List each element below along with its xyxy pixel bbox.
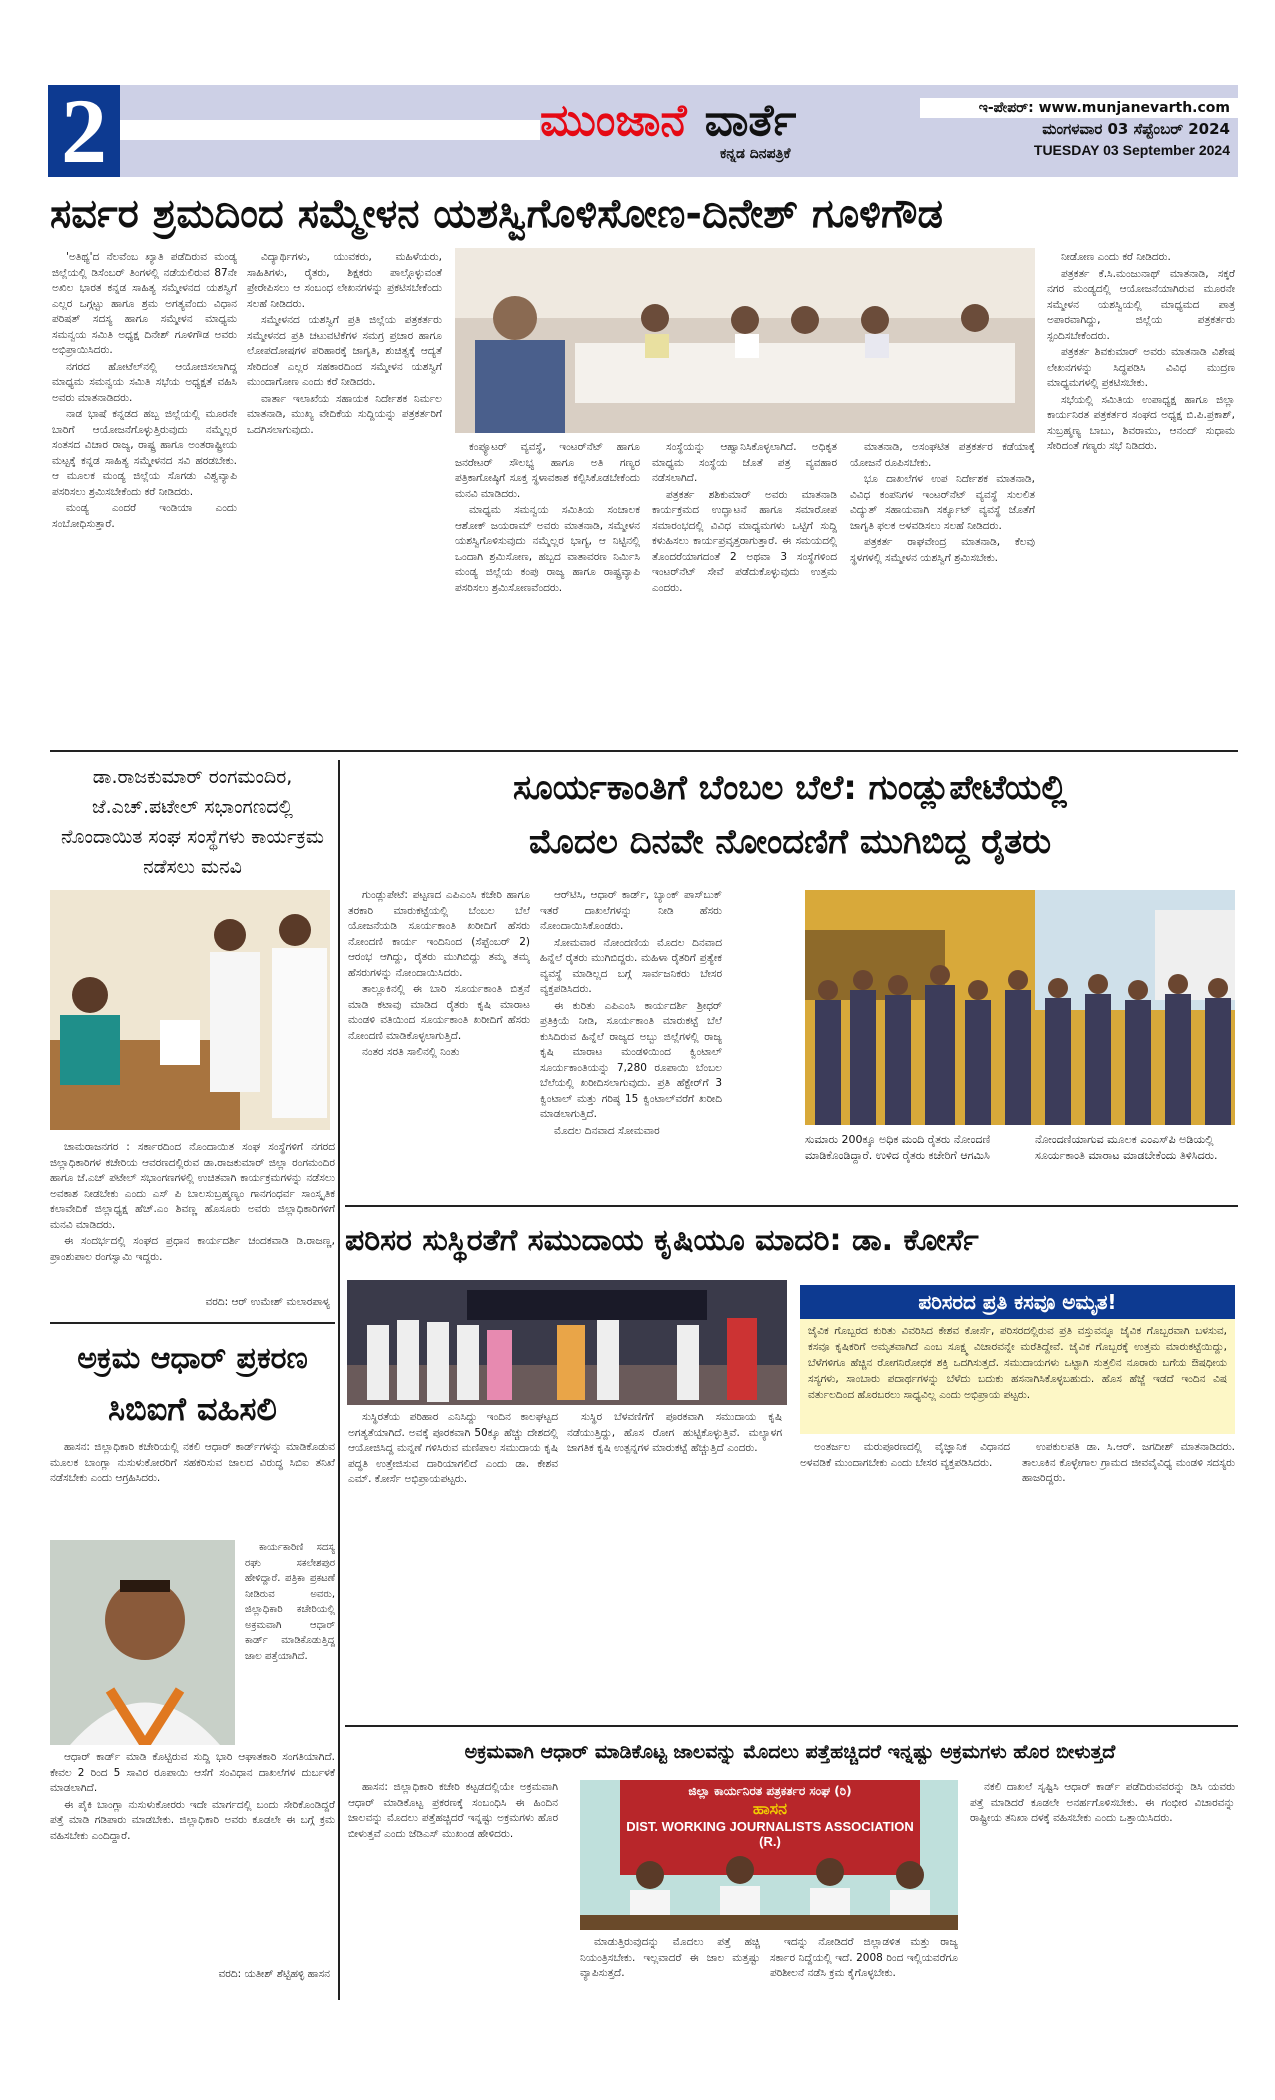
date-kannada: ಮಂಗಳವಾರ 03 ಸೆಪ್ಟೆಂಬರ್ 2024 bbox=[1042, 120, 1230, 138]
paragraph: ಗುಂಡ್ಲುಪೇಟೆ: ಪಟ್ಟಣದ ಎಪಿಎಂಸಿ ಕಚೇರಿ ಹಾಗೂ ತರಕಾರಿ ಮಾರುಕಟ್ಟೆಯಲ್ಲಿ ಬೆಂಬಲ ಬೆಲೆ ಯೋಜನೆಯಡಿ ಸೂರ್ಯಕಾಂತಿ ಖರೀದಿಗೆ ಹೆಸರು ನೋಂದಣಿ ಕಾರ್ಯ ಇಂದಿನಿಂದ (ಸೆಪ್ಟೆಂಬರ್ 2) ಆರಂಭ ಆಗಿದ್ದು, ರೈತರು ಮುಗಿಬಿದ್ದು ತಮ್ಮ ತಮ್ಮ ಹೆಸರುಗಳನ್ನು ನೋಂದಾಯಿಸಿದರು. bbox=[348, 889, 530, 979]
story4-col1 bbox=[348, 1410, 558, 1720]
paragraph: ನಂತರ ಸರತಿ ಸಾಲಿನಲ್ಲಿ ನಿಂತು bbox=[362, 1046, 460, 1058]
headline-story2: ಡಾ.ರಾಜಕುಮಾರ್ ರಂಗಮಂದಿರ, ಜೆ.ಎಚ್.ಪಟೇಲ್ ಸಭಾಂಗಣದಲ್ಲಿ ನೊಂದಾಯಿತ ಸಂಘ ಸಂಸ್ಥೆಗಳು ಕಾರ್ಯಕ್ರಮ ನಡೆಸಲು ಮನವಿ bbox=[61, 766, 324, 878]
story1-col1 bbox=[52, 250, 237, 745]
paragraph: ಪತ್ರಕರ್ತ ಶಿವಕುಮಾರ್ ಅವರು ಮಾತನಾಡಿ ವಿಶೇಷ ಲೇಖನಗಳನ್ನು ಸಿದ್ಧಪಡಿಸಿ ವಿವಿಧ ಮುದ್ರಣ ಮಾಧ್ಯಮಗಳಲ್ಲಿ ಪ್ರಕಟಿಸಬೇಕು. bbox=[1047, 346, 1235, 389]
story6-col3 bbox=[770, 1935, 958, 1995]
story3-caption1: ಸುಮಾರು 200ಕ್ಕೂ ಅಧಿಕ ಮಂದಿ ರೈತರು ನೋಂದಣಿ ಮಾಡಿಕೊಂಡಿದ್ದಾರೆ. ಉಳಿದ ರೈತರು ಕಚೇರಿಗೆ ಆಗಮಿಸಿ bbox=[805, 1133, 991, 1162]
felicitation-photo-image bbox=[347, 1280, 787, 1405]
paragraph: ಮಾಧ್ಯಮ ಸಮನ್ವಯ ಸಮಿತಿಯ ಸಂಚಾಲಕ ಆಶೋಕ್ ಜಯರಾಮ್ ಅವರು ಮಾತನಾಡಿ, ಸಮ್ಮೇಳನ ಯಶಸ್ವಿಗೊಳಿಸುವುದು ನಮ್ಮೆಲ್ಲರ ಭಾಗ್ಯ, ಆ ನಿಟ್ಟಿನಲ್ಲಿ ಒಂದಾಗಿ ಶ್ರಮಿಸೋಣ, ಹಬ್ಬದ ವಾತಾವರಣ ನಿರ್ಮಿಸಿ ಮಂಡ್ಯ ಜಿಲ್ಲೆಯ ಕಂಪು ರಾಜ್ಯ ಹಾಗೂ ರಾಷ್ಟ್ರವ್ಯಾಪಿ ಪಸರಿಸಲು ಶ್ರಮಿಸೋಣವೆಂದರು. bbox=[455, 504, 640, 594]
paragraph: ಚಾಮರಾಜನಗರ : ಸರ್ಕಾರದಿಂದ ನೊಂದಾಯಿತ ಸಂಘ ಸಂಸ್ಥೆಗಳಿಗೆ ನಗರದ ಜಿಲ್ಲಾಧಿಕಾರಿಗಳ ಕಚೇರಿಯ ಆವರಣದಲ್ಲಿರುವ ಡಾ.ರಾಜಕುಮಾರ್ ಜಿಲ್ಲಾ ರಂಗಮಂದಿರ ಹಾಗೂ ಜೆ.ಎಚ್ ಪಟೇಲ್ ಸಭಾಂಗಣಗಳಲ್ಲಿ ಉಚಿತವಾಗಿ ಕಾರ್ಯಕ್ರಮಗಳನ್ನು ನಡೆಸಲು ಅವಕಾಶ ನೀಡಬೇಕು ಎಂದು ಎಸ್ ಪಿ ಬಾಲಸುಬ್ರಹ್ಮಣ್ಯಂ ಗಾನಗಂಧರ್ವ ಸಾಂಸ್ಕೃತಿಕ ಕಲಾವೇದಿಕೆ ಜಿಲ್ಲಾಧ್ಯಕ್ಷ ಹೆಚ್.ಎಂ ಶಿವಣ್ಣ ಹೊಸೂರು ಅವರು ಜಿಲ್ಲಾಧಿಕಾರಿಗಳಿಗೆ ಮನವಿ ಮಾಡಿದರು. bbox=[50, 1141, 335, 1231]
story3-farmers-photo bbox=[805, 890, 1235, 1125]
story5-byline: ವರದಿ: ಯತೀಶ್ ಶೆಟ್ಟಿಹಳ್ಳಿ ಹಾಸನ bbox=[218, 1968, 330, 1980]
page-number: 2 bbox=[48, 85, 120, 177]
story4-felicitation-photo bbox=[347, 1280, 787, 1405]
paragraph: ಉಪಕುಲಪತಿ ಡಾ. ಸಿ.ಆರ್. ಜಗದೀಶ್ ಮಾತನಾಡಿದರು. ತಾಲೂಕಿನ ಕೊಳ್ಳೇಗಾಲ ಗ್ರಾಮದ ಜೀವವೈವಿಧ್ಯ ಮಂಡಳಿ ಸದಸ್ಯರು ಹಾಜರಿದ್ದರು. bbox=[1022, 1441, 1235, 1484]
story5-body-top bbox=[50, 1440, 335, 1535]
headline-story5-line2: ಸಿಬಿಐಗೆ ವಹಿಸಲಿ bbox=[108, 1390, 277, 1428]
paragraph: ಸಭೆಯಲ್ಲಿ ಸಮಿತಿಯ ಉಪಾಧ್ಯಕ್ಷ ಹಾಗೂ ಜಿಲ್ಲಾ ಕಾರ್ಯನಿರತ ಪತ್ರಕರ್ತರ ಸಂಘದ ಅಧ್ಯಕ್ಷ ಬಿ.ಪಿ.ಪ್ರಕಾಶ್, ಸುಬ್ರಹ್ಮಣ್ಯ ಬಾಬು, ಶಿವರಾಮು, ಆನಂದ್ ಸುಧಾಮ ಸೇರಿದಂತೆ ಗಣ್ಯರು ಸಭೆ ನಿಡಿದರು. bbox=[1047, 393, 1235, 452]
newspaper-logo bbox=[540, 95, 796, 146]
paragraph: ಕಂಪ್ಯೂಟರ್ ವ್ಯವಸ್ಥೆ, ಇಂಟರ್‌ನೆಟ್ ಹಾಗೂ ಜನರೇಟರ್ ಸೌಲಭ್ಯ ಹಾಗೂ ಅತಿ ಗಣ್ಯರ ಪತ್ರಿಕಾಗೋಷ್ಠಿಗೆ ಸೂಕ್ತ ಸ್ಥಳಾವಕಾಶ ಕಲ್ಪಿಸಿಕೊಡಬೇಕೆಂದು ಮನವಿ ಮಾಡಿದರು. bbox=[455, 441, 640, 500]
paragraph: ಸುಸ್ಥಿರ ಬೆಳವಣಿಗೆಗೆ ಪೂರಕವಾಗಿ ಸಮುದಾಯ ಕೃಷಿ ನಡೆಯುತ್ತಿದ್ದು, ಹೊಸ ರೋಗ ಹುಟ್ಟಿಕೊಳ್ಳುತ್ತಿವೆ. ಮಲ್ಯಾಳಗ ಜಾಗತಿಕ ಕೃಷಿ ಉತ್ಪನ್ನಗಳ ಮಾರುಕಟ್ಟೆ ಹೆಚ್ಚುತ್ತಿದೆ ಎಂದರು. bbox=[567, 1411, 782, 1454]
headline-story6: ಅಕ್ರಮವಾಗಿ ಆಧಾರ್ ಮಾಡಿಕೊಟ್ಟ ಜಾಲವನ್ನು ಮೊದಲು ಪತ್ತೆಹಚ್ಚಿದರೆ ಇನ್ನಷ್ಟು ಅಕ್ರಮಗಳು ಹೊರ ಬೀಳುತ್ತದೆ bbox=[464, 1741, 1116, 1763]
paragraph: ಮೊದಲ ದಿನವಾದ ಸೋಮವಾರ bbox=[554, 1124, 660, 1137]
paragraph: ವಾರ್ತಾ ಇಲಾಖೆಯ ಸಹಾಯಕ ನಿರ್ದೇಶಕ ನಿರ್ಮಲ ಮಾತನಾಡಿ, ಮುಖ್ಯ ವೇದಿಕೆಯ ಸುದ್ದಿಯನ್ನು ಪತ್ರಕರ್ತರಿಗೆ ಒದಗಿಸಲಾಗುವುದು. bbox=[247, 392, 442, 436]
paragraph: ಸಂಸ್ಥೆಯನ್ನು ಆಹ್ವಾನಿಸಿಕೊಳ್ಳಲಾಗಿದೆ. ಅಧಿಕೃತ ಮಾಧ್ಯಮ ಸಂಸ್ಥೆಯ ಜೊತೆ ಪತ್ರ ವ್ಯವಹಾರ ನಡೆಸಲಾಗಿದೆ. bbox=[652, 441, 837, 484]
story6-col4 bbox=[970, 1780, 1235, 1995]
banner-kannada: ಜಿಲ್ಲಾ ಕಾರ್ಯನಿರತ ಪತ್ರಕರ್ತರ ಸಂಘ (ರಿ) bbox=[688, 1784, 852, 1798]
tagline: ಕನ್ನಡ ದಿನಪತ್ರಿಕೆ bbox=[720, 146, 791, 162]
paragraph: ಪತ್ರಕರ್ತ ಶಶಿಕುಮಾರ್ ಅವರು ಮಾತನಾಡಿ ಕಾರ್ಯಕ್ರಮದ ಉದ್ಘಾಟನೆ ಹಾಗೂ ಸಮಾರೋಪ ಸಮಾರಂಭದಲ್ಲಿ ವಿವಿಧ ಮಾಧ್ಯಮಗಳು ಒಟ್ಟಿಗೆ ಸುದ್ದಿ ಕಳುಹಿಸಲು ಕಾರ್ಯಪ್ರವೃತ್ತರಾಗುತ್ತಾರೆ. ಈ ಸಮಯದಲ್ಲಿ ತೊಂದರೆಯಾಗದಂತೆ 2 ಅಥವಾ 3 ಸಂಸ್ಥೆಗಳಿಂದ ಇಂಟರ್‌ನೆಟ್ ಸೇವೆ ಪಡೆದುಕೊಳ್ಳುವುದು ಉತ್ತಮ ಎಂದರು. bbox=[652, 488, 837, 594]
divider bbox=[345, 1725, 1238, 1727]
press-meet-people bbox=[580, 1850, 958, 1930]
story1-col3 bbox=[455, 440, 640, 745]
story1-meeting-photo bbox=[455, 248, 1035, 433]
divider bbox=[50, 750, 1238, 752]
headline-story3-line1: ಸೂರ್ಯಕಾಂತಿಗೆ ಬೆಂಬಲ ಬೆಲೆ: ಗುಂಡ್ಲುಪೇಟೆಯಲ್ಲಿ bbox=[512, 768, 1068, 808]
headline-story5-line1: ಅಕ್ರಮ ಆಧಾರ್ ಪ್ರಕರಣ bbox=[77, 1341, 308, 1376]
headline-story1: ಸರ್ವರ ಶ್ರಮದಿಂದ ಸಮ್ಮೇಳನ ಯಶಸ್ವಿಗೊಳಿಸೋಣ-ದಿನೇಶ್ ಗೂಳಿಗೌಡ bbox=[50, 191, 943, 237]
banner-english: DIST. WORKING JOURNALISTS ASSOCIATION (R.) bbox=[626, 1819, 914, 1849]
paragraph: ನಗರದ ಹೋಟೆಲ್‌ನಲ್ಲಿ ಆಯೋಜಿಸಲಾಗಿದ್ದ ಮಾಧ್ಯಮ ಸಮನ್ವಯ ಸಮಿತಿ ಸಭೆಯ ಅಧ್ಯಕ್ಷತೆ ವಹಿಸಿ ಅವರು ಮಾತನಾಡಿದರು. bbox=[52, 360, 237, 404]
memorandum-photo-image bbox=[50, 890, 330, 1130]
story6-press-meet-photo bbox=[580, 1780, 958, 1930]
paragraph: ಈ ಸಂದರ್ಭದಲ್ಲಿ ಸಂಘದ ಪ್ರಧಾನ ಕಾರ್ಯದರ್ಶಿ ಚಂದಕವಾಡಿ ಡಿ.ರಾಜಣ್ಣ, ಪ್ರಾಂಶುಪಾಲ ರಂಗಸ್ವಾಮಿ ಇದ್ದರು. bbox=[50, 1235, 335, 1263]
paragraph: ಹಾಸನ: ಜಿಲ್ಲಾಧಿಕಾರಿ ಕಚೇರಿ ಕಟ್ಟಡದಲ್ಲಿಯೇ ಅಕ್ರಮವಾಗಿ ಆಧಾರ್ ಮಾಡಿಕೊಟ್ಟ ಪ್ರಕರಣಕ್ಕೆ ಸಂಬಂಧಿಸಿ ಈ ಹಿಂದಿನ ಜಾಲವನ್ನು ಮೊದಲು ಪತ್ತೆಹಚ್ಚಿದರೆ ಇನ್ನಷ್ಟು ಅಕ್ರಮಗಳು ಹೊರ ಬೀಳುತ್ತವೆ ಎಂದು ಜೆಡಿಎಸ್ ಮುಖಂಡ ಹೇಳಿದರು. bbox=[348, 1781, 558, 1840]
date-english: TUESDAY 03 September 2024 bbox=[1033, 142, 1230, 158]
story6-col2 bbox=[580, 1935, 760, 1995]
story4-col4 bbox=[1022, 1440, 1235, 1720]
banner-city: ಹಾಸನ bbox=[752, 1799, 788, 1818]
story6-col1 bbox=[348, 1780, 558, 1990]
story1-col2 bbox=[247, 250, 442, 745]
paragraph: ನಕಲಿ ದಾಖಲೆ ಸೃಷ್ಟಿಸಿ ಆಧಾರ್ ಕಾರ್ಡ್ ಪಡೆದಿರುವವರನ್ನು ಡಿಸಿ ಯವರು ಪತ್ತೆ ಮಾಡಿದರೆ ಕೂಡಲೇ ಅನರ್ಹಗೊಳಿಸಬೇಕು. ಈ ಗಂಭೀರ ವಿಚಾರವನ್ನು ರಾಷ್ಟ್ರೀಯ ತನಿಖಾ ದಳಕ್ಕೆ ವಹಿಸಬೇಕು ಎಂದು ಒತ್ತಾಯಿಸಿದರು. bbox=[970, 1781, 1235, 1824]
story3-col1 bbox=[348, 888, 530, 1193]
meeting-photo-image bbox=[455, 248, 1035, 433]
epaper-link[interactable]: ಇ-ಪೇಪರ್: www.munjanevarth.com bbox=[920, 98, 1238, 118]
paragraph: ನೀಡೋಣ ಎಂದು ಕರೆ ನೀಡಿದರು. bbox=[1061, 251, 1171, 263]
paragraph: ಇದನ್ನು ನೋಡಿದರೆ ಜಿಲ್ಲಾಡಳಿತ ಮತ್ತು ರಾಜ್ಯ ಸರ್ಕಾರ ನಿದ್ದೆಯಲ್ಲಿ ಇದೆ. 2008 ರಿಂದ ಇಲ್ಲಿಯವರೆಗೂ ಪರಿಶೀಲನೆ ನಡೆಸಿ ಕ್ರಮ ಕೈಗೊಳ್ಳಬೇಕು. bbox=[770, 1936, 958, 1979]
paragraph: ಮಾತನಾಡಿ, ಅಸಂಘಟಿತ ಪತ್ರಕರ್ತರ ಕಡೆಯಾಕ್ಕೆ ಯೋಜನೆ ರೂಪಿಸಬೇಕು. bbox=[850, 441, 1035, 469]
story4-col2 bbox=[567, 1410, 782, 1720]
farmers-queue-photo-image bbox=[805, 890, 1235, 1125]
story3-caption2: ನೋಂದಣಿಯಾಗುವ ಮೂಲಕ ಎಂಎಸ್‌ಪಿ ಅಡಿಯಲ್ಲಿ ಸೂರ್ಯಕಾಂತಿ ಮಾರಾಟ ಮಾಡಬೇಕೆಂದು ತಿಳಿಸಿದರು. bbox=[1035, 1133, 1218, 1162]
logo-black: ವಾರ್ತೆ bbox=[704, 95, 797, 146]
paragraph: ಸಮ್ಮೇಳನದ ಯಶಸ್ವಿಗೆ ಪ್ರತಿ ಜಿಲ್ಲೆಯ ಪತ್ರಕರ್ತರು ಸಮ್ಮೇಳನದ ಪ್ರತಿ ಚಟುವಟಿಕೆಗಳ ಸಮಗ್ರ ಪ್ರಚಾರ ಹಾಗೂ ಲೋಪದೋಷಗಳ ಪರಿಹಾರಕ್ಕೆ ಜಾಗೃತಿ, ಶುಚಿತ್ವಕ್ಕೆ ಆದ್ಯತೆ ಸೇರಿದಂತೆ ಎಲ್ಲರ ಸಹಕಾರದಿಂದ ಸಮ್ಮೇಳನ ಯಶಸ್ವಿಗೆ ಮುಂದಾಗೋಣ ಎಂದು ಕರೆ ನೀಡಿದರು. bbox=[247, 314, 442, 388]
paragraph: ಪತ್ರಕರ್ತ ರಾಘವೇಂದ್ರ ಮಾತನಾಡಿ, ಕೆಲವು ಸ್ಥಳಗಳಲ್ಲಿ ಸಮ್ಮೇಳನ ಯಶಸ್ವಿಗೆ ಶ್ರಮಿಸಬೇಕು. bbox=[850, 536, 1035, 564]
portrait-photo-image bbox=[50, 1540, 235, 1745]
paragraph: ಈ ಕುರಿತು ಎಪಿಎಂಸಿ ಕಾರ್ಯದರ್ಶಿ ಶ್ರೀಧರ್ ಪ್ರತಿಕ್ರಿಯೆ ನೀಡಿ, ಸೂರ್ಯಕಾಂತಿ ಮಾರುಕಟ್ಟೆ ಬೆಲೆ ಕುಸಿದಿರುವ ಹಿನ್ನೆಲೆ ರಾಜ್ಯದ ಅಬ್ಬು ಜಿಲ್ಲೆಗಳಲ್ಲಿ ರಾಜ್ಯ ಕೃಷಿ ಮಾರಾಟ ಮಂಡಳಿಯಿಂದ ಕ್ವಿಂಟಾಲ್ ಸೂರ್ಯಕಾಂತಿಯನ್ನು 7,280 ರೂಪಾಯಿ ಬೆಂಬಲ ಬೆಲೆಯಲ್ಲಿ ಖರೀದಿಸಲಾಗುವುದು. ಪ್ರತಿ ಹೆಕ್ಟೇರ್‌ಗೆ 3 ಕ್ವಿಂಟಾಲ್ ಮತ್ತು ಗರಿಷ್ಠ 15 ಕ್ವಿಂಟಾಲ್‌ವರೆಗೆ ಖರೀದಿ ಮಾಡಲಾಗುತ್ತಿದೆ. bbox=[540, 999, 722, 1120]
story3-col2 bbox=[540, 888, 722, 1193]
story5-portrait-photo bbox=[50, 1540, 235, 1745]
column-divider bbox=[338, 760, 340, 2000]
story1-col6 bbox=[1047, 250, 1235, 745]
headline-story3-line2: ಮೊದಲ ದಿನವೇ ನೋಂದಣಿಗೆ ಮುಗಿಬಿದ್ದ ರೈತರು bbox=[528, 822, 1052, 862]
paragraph: 'ಅತಿಥ್ಯ'ದ ನೆಲವೆಂಬ ಖ್ಯಾತಿ ಪಡೆದಿರುವ ಮಂಡ್ಯ ಜಿಲ್ಲೆಯಲ್ಲಿ ಡಿಸೆಂಬರ್ ತಿಂಗಳಲ್ಲಿ ನಡೆಯಲಿರುವ 87ನೇ ಅಖಿಲ ಭಾರತ ಕನ್ನಡ ಸಾಹಿತ್ಯ ಸಮ್ಮೇಳನದ ಯಶಸ್ವಿಗೆ ಎಲ್ಲರ ಒಗ್ಗಟ್ಟು ಹಾಗೂ ಶ್ರಮ ಅಗತ್ಯವೆಂದು ವಿಧಾನ ಪರಿಷತ್ ಸದಸ್ಯ ಹಾಗೂ ಸಮ್ಮೇಳನ ಮಾಧ್ಯಮ ಸಮನ್ವಯ ಸಮಿತಿ ಅಧ್ಯಕ್ಷ ದಿನೇಶ್ ಗೂಳಿಗೌಡ ಅವರು ಅಭಿಪ್ರಾಯಿಸಿದರು. bbox=[52, 251, 237, 356]
story2-memorandum-photo bbox=[50, 890, 330, 1130]
paragraph: ಮಾಡುತ್ತಿರುವುದನ್ನು ಮೊದಲು ಪತ್ತೆ ಹಚ್ಚಿ ನಿಯಂತ್ರಿಸಬೇಕು. ಇಲ್ಲವಾದರೆ ಈ ಜಾಲ ಮತ್ತಷ್ಟು ವ್ಯಾಪಿಸುತ್ತದೆ. bbox=[580, 1936, 760, 1979]
story1-col4 bbox=[652, 440, 837, 745]
paragraph: ವಿದ್ಯಾರ್ಥಿಗಳು, ಯುವಕರು, ಮಹಿಳೆಯರು, ಸಾಹಿತಿಗಳು, ರೈತರು, ಶಿಕ್ಷಕರು ಪಾಲ್ಗೊಳ್ಳುವಂತೆ ಪ್ರೇರೇಪಿಸಲು ಆ ಸಂಬಂಧ ಲೇಖನಗಳನ್ನು ಪ್ರಕಟಿಸಬೇಕೆಂದು ಸಲಹೆ ನೀಡಿದರು. bbox=[247, 251, 442, 310]
paragraph: ಈ ಪೈಕಿ ಬಾಂಗ್ಲಾ ನುಸುಳುಕೋರರು ಇದೇ ಮಾರ್ಗದಲ್ಲಿ ಬಂದು ಸೇರಿಕೊಂಡಿದ್ದರೆ ಪತ್ತೆ ಮಾಡಿ ಗಡಿಪಾರು ಮಾಡಬೇಕು. ಜಿಲ್ಲಾಧಿಕಾರಿ ಅವರು ಕೂಡಲೇ ಈ ಬಗ್ಗೆ ಕ್ರಮ ವಹಿಸಬೇಕು ಎಂದಿದ್ದಾರೆ. bbox=[50, 1798, 335, 1842]
logo-red: ಮುಂಜಾನೆ bbox=[540, 95, 687, 146]
paragraph: ನಾಡ ಭಾಷೆ ಕನ್ನಡದ ಹಬ್ಬ ಜಿಲ್ಲೆಯಲ್ಲಿ ಮೂರನೇ ಬಾರಿಗೆ ಆಯೋಜನೆಗೊಳ್ಳುತ್ತಿರುವುದು ನಮ್ಮೆಲ್ಲರ ಸಂತಸದ ವಿಚಾರ ರಾಜ್ಯ, ರಾಷ್ಟ್ರ ಹಾಗೂ ಅಂತರಾಷ್ಟ್ರೀಯ ಮಟ್ಟಕ್ಕೆ ಕನ್ನಡ ಸಾಹಿತ್ಯ ಸಮ್ಮೇಳನದ ಸವಿ ಹರಡಬೇಕು. ಆ ಮೂಲಕ ಮಂಡ್ಯ ಜಿಲ್ಲೆಯ ಸೊಗಡು ವಿಶ್ವವ್ಯಾಪಿ ಪಸರಿಸಲು ಶ್ರಮಿಸಬೇಕೆಂದು ಕರೆ ನೀಡಿದರು. bbox=[52, 408, 237, 498]
divider bbox=[50, 1322, 335, 1324]
paragraph: ತಾಲ್ಲೂಕಿನಲ್ಲಿ ಈ ಬಾರಿ ಸೂರ್ಯಕಾಂತಿ ಬಿತ್ತನೆ ಮಾಡಿ ಕಟಾವು ಮಾಡಿದ ರೈತರು ಕೃಷಿ ಮಾರಾಟ ಮಂಡಳಿ ವತಿಯಿಂದ ಸೂರ್ಯಕಾಂತಿ ಖರೀದಿಗೆ ಹೆಸರು ನೋಂದಣಿ ಮಾಡಿಕೊಳ್ಳಲಾಗುತ್ತಿದೆ. bbox=[348, 983, 530, 1042]
paragraph: ಸುಸ್ಥಿರತೆಯ ಪರಿಹಾರ ಎನಿಸಿದ್ದು ಇಂದಿನ ಕಾಲಘಟ್ಟದ ಅಗತ್ಯತೆಯಾಗಿದೆ. ಅವಕ್ಕೆ ಪೂರಕವಾಗಿ 50ಕ್ಕೂ ಹೆಚ್ಚು ದೇಶದಲ್ಲಿ ಆಯೋಜಿಸಿದ್ದ ಮನ್ನಣೆ ಗಳಿಸಿರುವ ಮಣಿಪಾಲ ಸಮುದಾಯ ಕೃಷಿ ಪದ್ಧತಿ ಉತ್ತೇಜಿಸುವ ದಾರಿಯಾಗಲಿದೆ ಎಂದು ಡಾ. ಕೇಶವ ಎಮ್. ಕೋರ್ಸೆ ಅಭಿಪ್ರಾಯಪಟ್ಟರು. bbox=[348, 1411, 558, 1485]
story5-body-bottom bbox=[50, 1750, 335, 1960]
divider bbox=[345, 1205, 1238, 1207]
headline-story4: ಪರಿಸರ ಸುಸ್ಥಿರತೆಗೆ ಸಮುದಾಯ ಕೃಷಿಯೂ ಮಾದರಿ: ಡಾ. ಕೋರ್ಸೆ bbox=[345, 1223, 979, 1258]
sidebar-text: ಜೈವಿಕ ಗೊಬ್ಬರದ ಕುರಿತು ವಿವರಿಸಿದ ಕೇಶವ ಕೋರ್ಸೆ, ಪರಿಸರದಲ್ಲಿರುವ ಪ್ರತಿ ವಸ್ತುವನ್ನೂ ಜೈವಿಕ ಗೊಬ್ಬರವಾಗಿ ಬಳಸುವ, ಕಸವೂ ಕೃಷಿಕರಿಗೆ ಅಮೃತವಾಗಿದೆ ಎಂಬ ಸೂಕ್ಷ್ಮ ವಿಚಾರವನ್ನೇ ಮರೆತಿದ್ದೇವೆ. ಜೈವಿಕ ಗೊಬ್ಬರಕ್ಕೆ ಉತ್ತಮ ಮಾರುಕಟ್ಟೆಯಿದ್ದು, ಬೆಳೆಗಳಿಗೂ ಹೆಚ್ಚಿನ ರೋಗನಿರೋಧಕ ಶಕ್ತಿ ಒದಗಿಸುತ್ತದೆ. ಸಮುದಾಯಗಳು ಒಟ್ಟಾಗಿ ಸುತ್ತಲಿನ ನೂರಾರು ಬಗೆಯ ಔಷಧೀಯ ಸಸ್ಯಗಳು, ಸಾಂಬಾರು ಪದಾರ್ಥಗಳನ್ನು ಬೆಳೆದು ಬದುಕು ಹಸನಾಗಿಸಿಕೊಳ್ಳಬಹುದು. ಹೊಸ ಹೆಜ್ಜೆ ಇಡದೆ ಇಂದಿನ ವಿಷ ವರ್ತುಲದಿಂದ ಹೊರಬರಲು ಸಾಧ್ಯವಿಲ್ಲ ಎಂದು ಅಭಿಪ್ರಾಯ ಪಟ್ಟರು. bbox=[800, 1319, 1235, 1434]
story4-col3 bbox=[800, 1440, 1010, 1720]
paragraph: ಭೂ ದಾಖಲೆಗಳ ಉಪ ನಿರ್ದೇಶಕ ಮಾತನಾಡಿ, ವಿವಿಧ ಕಂಪನಿಗಳ ಇಂಟರ್‌ನೆಟ್ ವ್ಯವಸ್ಥೆ ಸುಲಲಿತ ವಿದ್ಯುತ್ ಸಹಾಯವಾಗಿ ಸರ್ಕ್ಯೂಟ್ ವ್ಯವಸ್ಥೆ ಜೊತೆಗೆ ಜಾಗೃತಿ ಫಲಕ ಅಳವಡಿಸಲು ಸಲಹೆ ನೀಡಿದರು. bbox=[850, 473, 1035, 532]
sidebar-title: ಪರಿಸರದ ಪ್ರತಿ ಕಸವೂ ಅಮೃತ! bbox=[800, 1285, 1235, 1319]
paragraph: ಸೋಮವಾರ ನೋಂದಣಿಯ ಮೊದಲ ದಿನವಾದ ಹಿನ್ನೆಲೆ ರೈತರು ಮುಗಿಬಿದ್ದರು. ಮಹಿಳಾ ರೈತರಿಗೆ ಪ್ರತ್ಯೇಕ ವ್ಯವಸ್ಥೆ ಮಾಡಿಲ್ಲದ ಬಗ್ಗೆ ಸಾರ್ವಜನಿಕರು ಬೇಸರ ವ್ಯಕ್ತಪಡಿಸಿದರು. bbox=[540, 936, 722, 995]
paragraph: ಆಧಾರ್ ಕಾರ್ಡ್ ಮಾಡಿ ಕೊಟ್ಟಿರುವ ಸುದ್ದಿ ಭಾರಿ ಆಘಾತಕಾರಿ ಸಂಗತಿಯಾಗಿದೆ. ಕೇವಲ 2 ರಿಂದ 5 ಸಾವಿರ ರೂಪಾಯಿ ಆಸೆಗೆ ಸಂವಿಧಾನ ದಾಖಲೆಗಳ ದುರ್ಬಳಕೆ ಮಾಡಲಾಗಿದೆ. bbox=[50, 1751, 335, 1794]
masthead-stripe bbox=[120, 120, 540, 140]
paragraph: ಹಾಸನ: ಜಿಲ್ಲಾಧಿಕಾರಿ ಕಚೇರಿಯಲ್ಲಿ ನಕಲಿ ಆಧಾರ್ ಕಾರ್ಡ್‌ಗಳನ್ನು ಮಾಡಿಕೊಡುವ ಮೂಲಕ ಬಾಂಗ್ಲಾ ನುಸುಳುಕೋರರಿಗೆ ಸಹಕರಿಸುವ ಜಾಲದ ವಿರುದ್ಧ ಸಿಬಿಐ ತನಿಖೆ ನಡೆಸಬೇಕು ಎಂದು ಆಗ್ರಹಿಸಿದರು. bbox=[50, 1441, 335, 1484]
paragraph: ಮಂಡ್ಯ ಎಂದರೆ ಇಂಡಿಯಾ ಎಂದು ಸಂಬೋಧಿಸುತ್ತಾರೆ. bbox=[52, 502, 237, 530]
paragraph: ಪತ್ರಕರ್ತ ಕೆ.ಸಿ.ಮಂಜುನಾಥ್ ಮಾತನಾಡಿ, ಸಕ್ಕರೆ ನಗರ ಮಂಡ್ಯದಲ್ಲಿ ಆಯೋಜನೆಯಾಗಿರುವ ಮೂರನೇ ಸಮ್ಮೇಳನ ಯಶಸ್ವಿಯಲ್ಲಿ ಮಾಧ್ಯಮದ ಪಾತ್ರ ಅಪಾರವಾಗಿದ್ದು, ಜಿಲ್ಲೆಯ ಪತ್ರಕರ್ತರು ಸ್ಪಂದಿಸಬೇಕೆಂದರು. bbox=[1047, 267, 1235, 342]
paragraph: ಕಾರ್ಯಕಾರಿಣಿ ಸದಸ್ಯ ರಘು ಸಕಲೇಶಪುರ ಹೇಳಿದ್ದಾರೆ. ಪತ್ರಿಕಾ ಪ್ರಕಟಣೆ ನೀಡಿರುವ ಅವರು, ಜಿಲ್ಲಾಧಿಕಾರಿ ಕಚೇರಿಯಲ್ಲಿ ಅಕ್ರಮವಾಗಿ ಆಧಾರ್ ಕಾರ್ಡ್ ಮಾಡಿಕೊಡುತ್ತಿದ್ದ ಜಾಲ ಪತ್ತೆಯಾಗಿದೆ. bbox=[245, 1542, 335, 1662]
story1-col5 bbox=[850, 440, 1035, 745]
paragraph: ಆರ್‌ಟಿಸಿ, ಆಧಾರ್ ಕಾರ್ಡ್, ಬ್ಯಾಂಕ್ ಪಾಸ್‌ಬುಕ್ ಇತರೆ ದಾಖಲೆಗಳನ್ನು ನೀಡಿ ಹೆಸರು ನೋಂದಾಯಿಸಿಕೊಂಡರು. bbox=[540, 889, 722, 932]
story2-body bbox=[50, 1140, 335, 1300]
story5-body-side bbox=[245, 1540, 335, 1745]
story2-byline: ವರದಿ: ಆರ್ ಉಮೇಶ್ ಮಲಾರಪಾಳ್ಯ bbox=[205, 1296, 330, 1308]
paragraph: ಅಂತರ್ಜಲ ಮರುಪೂರಣದಲ್ಲಿ ವೈಜ್ಞಾನಿಕ ವಿಧಾನದ ಅಳವಡಿಕೆ ಮುಂದಾಗಬೇಕು ಎಂದು ಬೇಸರ ವ್ಯಕ್ತಪಡಿಸಿದರು. bbox=[800, 1441, 1010, 1469]
